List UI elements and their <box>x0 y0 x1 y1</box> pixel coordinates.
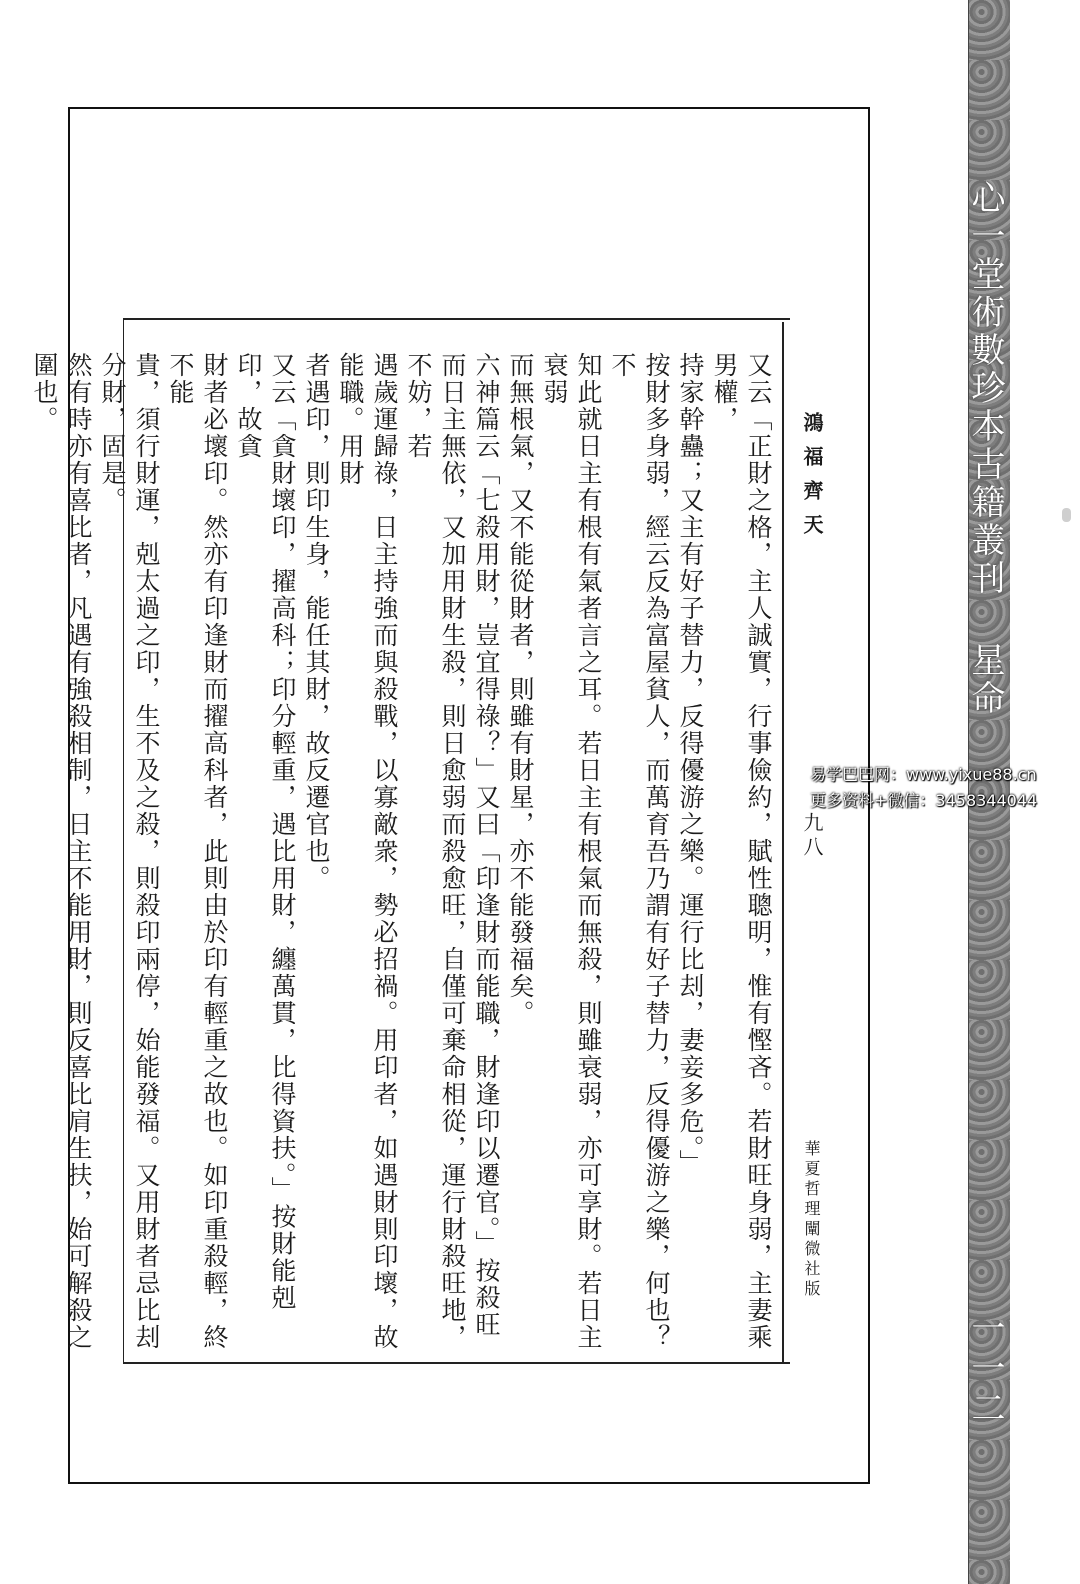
running-head: 鴻福齊天 <box>800 412 824 548</box>
text-column: 然有時亦有喜比者，凡遇有強殺相制，日主不能用財，則反喜比肩生扶，始可解殺之圍也。 <box>30 352 93 1351</box>
body-text <box>30 352 775 1352</box>
scroll-indicator[interactable] <box>1062 508 1071 522</box>
text-column: 遇歲運歸祿，日主持強而與殺戰，以寡敵衆，勢必招禍。用印者，如遇財則印壞，故能職。用財 <box>336 352 399 1351</box>
watermark-contact: 更多资料+微信：3458344044 <box>810 791 1038 810</box>
text-column: 貴，須行財運，剋太過之印，生不及之殺，則殺印兩停，始能發福。又用財者忌比刦分財，固是。 <box>98 352 161 1351</box>
text-column: 知此就日主有根有氣者言之耳。若日主有根氣而無殺，則雖衰弱，亦可享財。若日主衰弱 <box>540 352 603 1351</box>
text-column: 財者必壞印。然亦有印逢財而擢高科者，此則由於印有輕重之故也。如印重殺輕，終不能 <box>166 352 229 1351</box>
text-column: 按財多身弱，經云反為富屋貧人，而萬育吾乃謂有好子替力，反得優游之樂，何也？不 <box>608 352 671 1351</box>
text-column: 而無根氣，又不能從財者，則雖有財星，亦不能發福矣。 <box>506 352 535 1027</box>
series-title: 心一堂術數珍本古籍叢刊 星命 <box>965 180 1005 718</box>
text-column: 又云「貪財壞印，擢高科；印分輕重，遇比用財，纏萬貫，比得資扶。」按財能剋印，故貪 <box>234 352 297 1312</box>
publisher-imprint: 華夏哲理闡微社版 <box>802 1140 821 1300</box>
watermark <box>810 762 1037 814</box>
side-page-number: 一一二 <box>965 1310 1005 1430</box>
folio-number: 九八 <box>800 812 824 860</box>
text-column: 六神篇云「七殺用財，豈宜得祿？」又曰「印逢財而能職，財逢印以遷官。」按殺旺 <box>472 352 501 1339</box>
text-column: 而日主無依，又加用財生殺，則日愈弱而殺愈旺，自僅可棄命相從，運行財殺旺地，不妨，若 <box>404 352 467 1351</box>
watermark-site: 易学巴巴网：www.yixue88.cn <box>810 765 1037 784</box>
text-column: 者遇印，則印生身，能任其財，故反遷官也。 <box>302 352 331 892</box>
header-rule <box>782 322 784 1364</box>
text-column: 又云「正財之格，主人誠實，行事儉約，賦性聰明，惟有慳吝。若財旺身弱，主妻乘男權， <box>710 352 773 1351</box>
text-column: 持家幹蠱；又主有好子替力，反得優游之樂。運行比刦，妻妾多危。」 <box>676 352 705 1177</box>
